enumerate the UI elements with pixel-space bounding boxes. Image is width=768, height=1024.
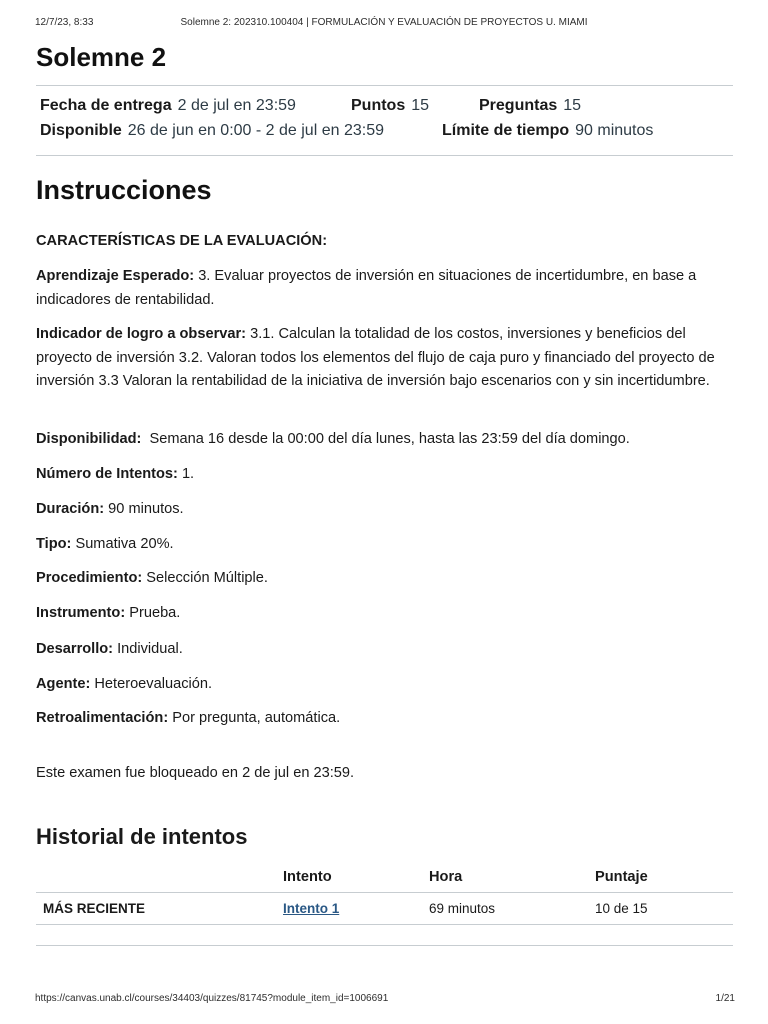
evaluation-type-label: Tipo:: [36, 536, 72, 552]
achievement-indicator: [36, 323, 736, 394]
availability-detail-label: Disponibilidad:: [36, 431, 142, 447]
questions-value: 15: [563, 97, 582, 114]
instrument-value: Prueba.: [125, 605, 181, 621]
title-divider: [36, 85, 733, 86]
duration: [36, 498, 736, 522]
achievement-indicator-label: Indicador de logro a observar:: [36, 326, 247, 342]
availability-value: 26 de jun en 0:00 - 2 de jul en 23:59: [127, 122, 384, 139]
due-date-label: Fecha de entrega: [40, 97, 172, 114]
points: [351, 97, 429, 115]
expected-learning-value: 3. Evaluar proyectos de inversión en situaciones de incertidumbre, en base a indicadores de rentabilidad.: [36, 268, 697, 308]
achievement-indicator-value: 3.1. Calculan la totalidad de los costos, inversiones y beneficios del proyecto de inversión 3.2. Valoran todos los elementos del flujo de caja puro y financiado del proyecto de inversión 3.3 Valoran la rentabilidad de la iniciativa de inversión bajo escenarios con y sin incertidumbre.: [36, 326, 715, 389]
time-limit-value: 90 minutos: [575, 122, 654, 139]
agent-value: Heteroevaluación.: [90, 676, 213, 692]
print-datetime: 12/7/23, 8:33: [35, 17, 94, 28]
duration-label: Duración:: [36, 501, 105, 517]
development-value: Individual.: [113, 641, 183, 657]
questions-label: Preguntas: [479, 97, 558, 114]
availability-label: Disponible: [40, 122, 122, 139]
development-label: Desarrollo:: [36, 641, 114, 657]
print-url: https://canvas.unab.cl/courses/34403/quizzes/81745?module_item_id=1006691: [35, 993, 389, 1004]
instructions-heading: Instrucciones: [36, 175, 212, 205]
evaluation-type: [36, 533, 736, 557]
evaluation-type-value: Sumativa 20%.: [71, 536, 174, 552]
feedback: [36, 707, 736, 731]
attempt-score: 10 de 15: [595, 901, 648, 916]
attempt-1-link[interactable]: Intento 1: [283, 901, 340, 916]
column-header-time: Hora: [429, 869, 463, 885]
due-date: [40, 97, 296, 115]
expected-learning: [36, 265, 736, 312]
print-page-number: 1/21: [715, 993, 735, 1004]
questions: [479, 97, 581, 115]
evaluation-characteristics-heading: CARACTERÍSTICAS DE LA EVALUACIÓN:: [36, 233, 328, 249]
time-limit-label: Límite de tiempo: [442, 122, 570, 139]
feedback-label: Retroalimentación:: [36, 710, 169, 726]
expected-learning-label: Aprendizaje Esperado:: [36, 268, 195, 284]
table-header-divider: [36, 892, 733, 893]
attempt-time: 69 minutos: [429, 901, 496, 916]
column-header-score: Puntaje: [595, 869, 648, 885]
attempt-history-heading: Historial de intentos: [36, 824, 248, 849]
procedure-label: Procedimiento:: [36, 570, 143, 586]
attempts-count-label: Número de Intentos:: [36, 466, 178, 482]
footer-divider: [36, 945, 733, 946]
agent: [36, 673, 736, 697]
development: [36, 638, 736, 662]
print-header: [0, 17, 768, 31]
most-recent-label: MÁS RECIENTE: [43, 901, 146, 916]
feedback-value: Por pregunta, automática.: [168, 710, 341, 726]
points-label: Puntos: [351, 97, 406, 114]
due-date-value: 2 de jul en 23:59: [177, 97, 296, 114]
instrument-label: Instrumento:: [36, 605, 126, 621]
points-value: 15: [411, 97, 430, 114]
print-page-title: Solemne 2: 202310.100404 | FORMULACIÓN Y EVALUACIÓN DE PROYECTOS U. MIAMI: [180, 17, 588, 28]
availability-detail: [36, 428, 736, 452]
locked-notice: Este examen fue bloqueado en 2 de jul en 23:59.: [36, 765, 355, 781]
agent-label: Agente:: [36, 676, 91, 692]
table-row-divider: [36, 924, 733, 925]
column-header-attempt: Intento: [283, 869, 332, 885]
attempts-count: [36, 463, 736, 487]
duration-value: 90 minutos.: [104, 501, 184, 517]
instrument: [36, 602, 736, 626]
quiz-title: Solemne 2: [36, 42, 167, 72]
meta-divider: [36, 155, 733, 156]
procedure: [36, 567, 736, 591]
availability-detail-value: Semana 16 desde la 00:00 del día lunes, hasta las 23:59 del día domingo.: [141, 431, 630, 447]
availability: [40, 122, 384, 140]
attempts-count-value: 1.: [177, 466, 195, 482]
time-limit: [442, 122, 653, 140]
procedure-value: Selección Múltiple.: [142, 570, 268, 586]
